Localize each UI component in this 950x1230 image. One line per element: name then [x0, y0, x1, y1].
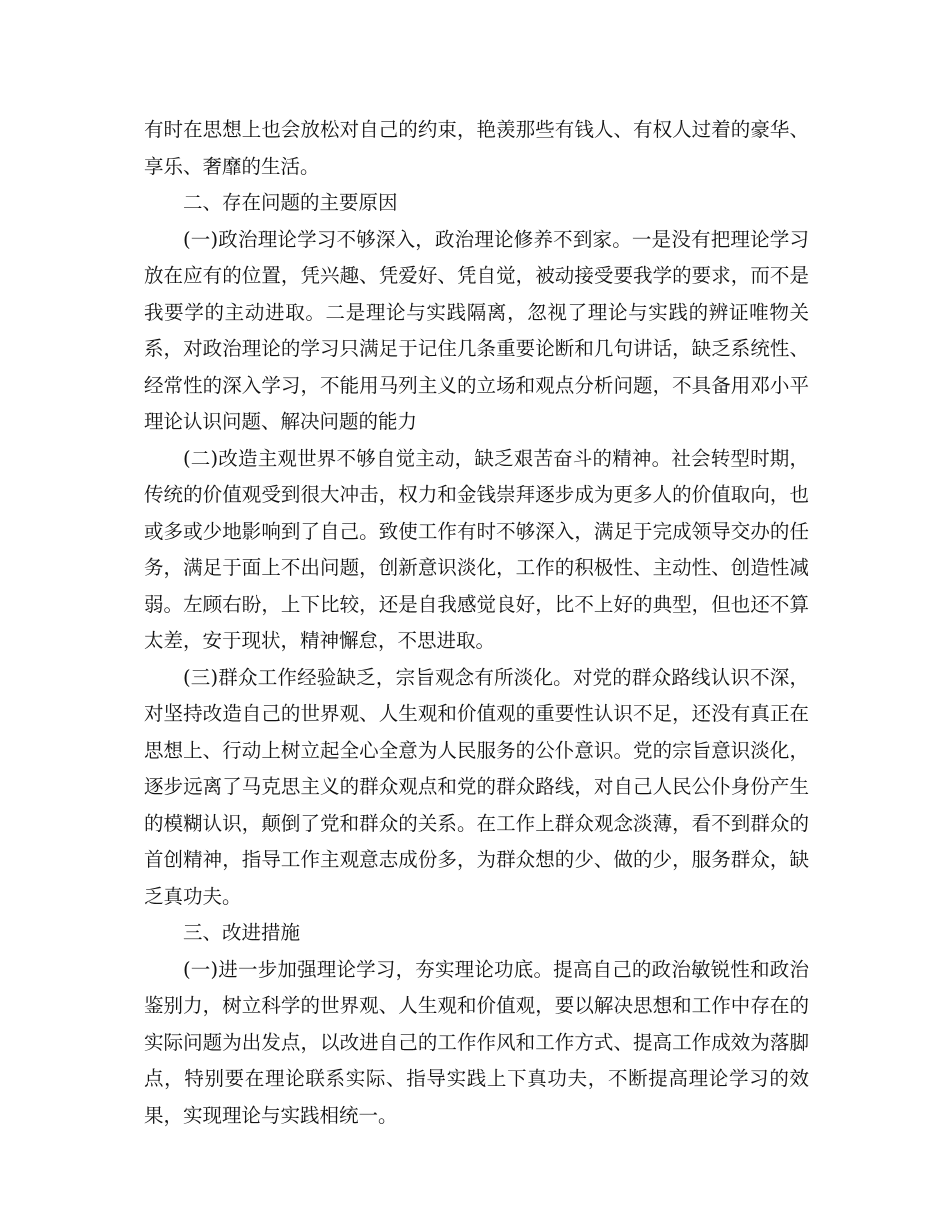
paragraph-cause-1: (一)政治理论学习不够深入，政治理论修养不到家。一是没有把理论学习放在应有的位置，凭兴趣、凭爱好、凭自觉，被动接受要我学的要求，而不是我要学的主动进取。二是理论与实践隔离，忽视了理论与实践的辨证唯物关系，对政治理论的学习只满足于记住几条重要论断和几句讲话，缺乏系统性、经常性的深入学习，不能用马列主义的立场和观点分析问题，不具备用邓小平理论认识问题、解决问题的能力 [144, 227, 809, 433]
document-body [144, 112, 809, 1134]
paragraph-cause-2: (二)改造主观世界不够自觉主动，缺乏艰苦奋斗的精神。社会转型时期，传统的价值观受到很大冲击，权力和金钱崇拜逐步成为更多人的价值取向，也或多或少地影响到了自己。致使工作有时不够深入，满足于完成领导交办的任务，满足于面上不出问题，创新意识淡化，工作的积极性、主动性、创造性减弱。左顾右盼，上下比较，还是自我感觉良好，比不上好的典型，但也还不算太差，安于现状，精神懈怠，不思进取。 [144, 446, 809, 652]
paragraph-measure-1: (一)进一步加强理论学习，夯实理论功底。提高自己的政治敏锐性和政治鉴别力，树立科学的世界观、人生观和价值观，要以解决思想和工作中存在的实际问题为出发点，以改进自己的工作作风和工作方式、提高工作成效为落脚点，特别要在理论联系实际、指导实践上下真功夫，不断提高理论学习的效果，实现理论与实践相统一。 [144, 957, 809, 1127]
paragraph-cause-3: (三)群众工作经验缺乏，宗旨观念有所淡化。对党的群众路线认识不深，对坚持改造自己的世界观、人生观和价值观的重要性认识不足，还没有真正在思想上、行动上树立起全心全意为人民服务的公仆意识。党的宗旨意识淡化，逐步远离了马克思主义的群众观点和党的群众路线，对自己人民公仆身份产生的模糊认识，颠倒了党和群众的关系。在工作上群众观念淡薄，看不到群众的首创精神，指导工作主观意志成份多，为群众想的少、做的少，服务群众，缺乏真功夫。 [144, 665, 809, 908]
section-heading-causes: 二、存在问题的主要原因 [183, 191, 398, 214]
paragraph-continuation: 有时在思想上也会放松对自己的约束，艳羡那些有钱人、有权人过着的豪华、享乐、奢靡的生活。 [144, 118, 809, 178]
section-heading-measures: 三、改进措施 [183, 921, 301, 944]
